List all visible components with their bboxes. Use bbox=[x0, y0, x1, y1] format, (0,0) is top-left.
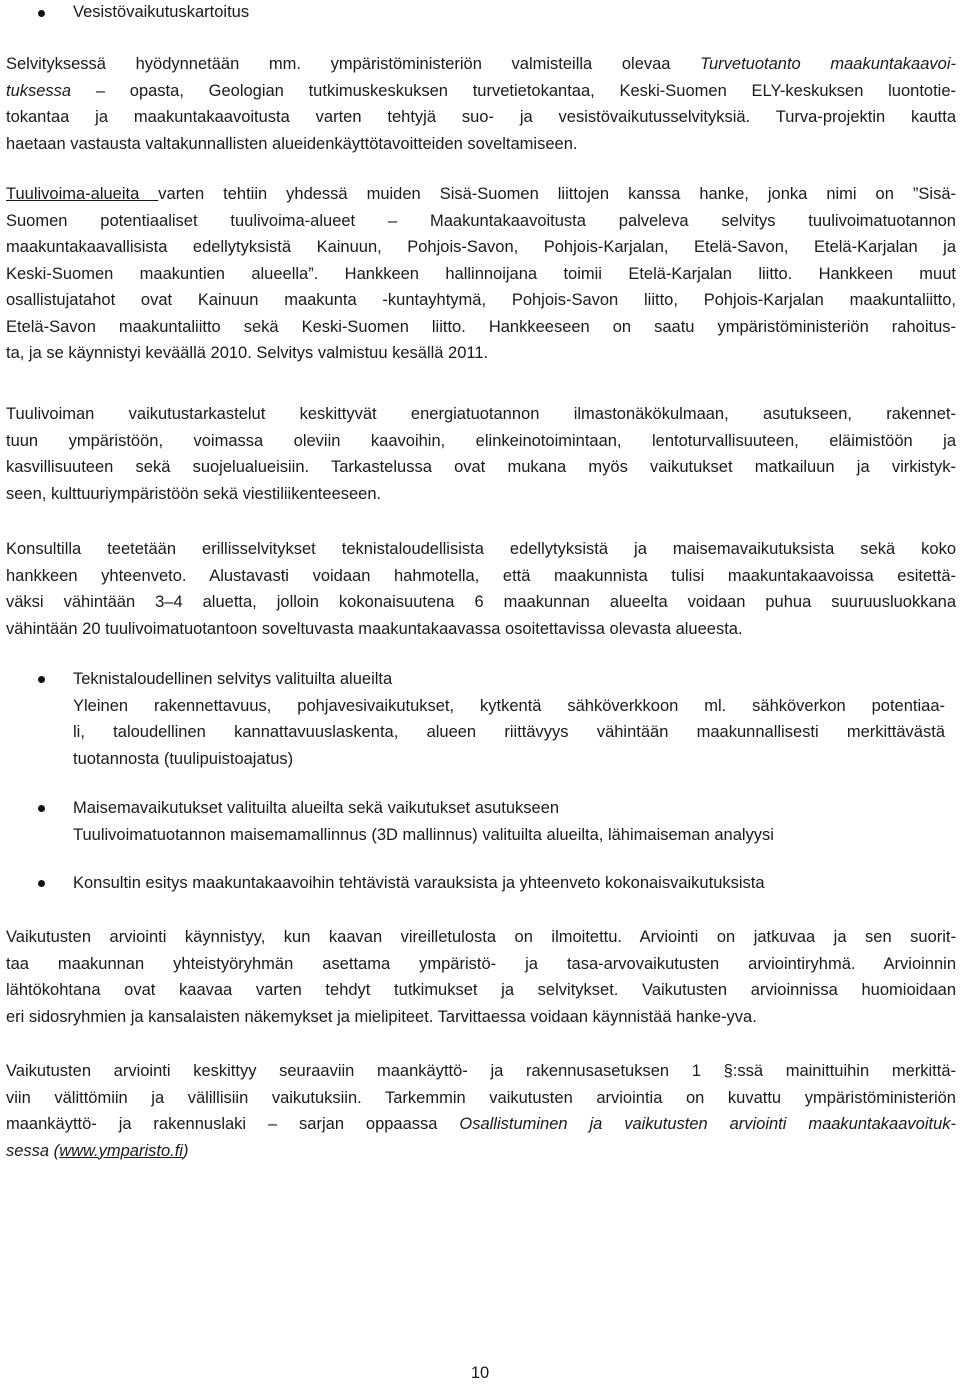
paragraph-line: vähintään 20 tuulivoimatuotantoon soveltuvasta maakuntakaavassa osoitettavissa olevasta alueesta. bbox=[6, 619, 743, 638]
paragraph-line: Konsultilla teetetään erillisselvitykset teknistaloudellisista edellytyksistä ja maisemavaikutuksista sekä koko bbox=[6, 540, 956, 558]
ymparisto-link[interactable]: www.ymparisto.fi bbox=[59, 1141, 183, 1160]
list-item-line: li, taloudellinen kannattavuuslaskenta, alueen riittävyys vähintään maakunnallisesti merkittävästä bbox=[73, 723, 945, 741]
paragraph-selvitys bbox=[6, 51, 956, 157]
paragraph-line: maankäyttö- ja rakennuslaki – sarjan oppaassa Osallistuminen ja vaikutusten arviointi maakuntakaavoituk- bbox=[6, 1115, 957, 1133]
paragraph-line: lähtökohtana ovat kaavaa varten tehdyt tutkimukset ja selvitykset. Vaikutusten arvioinnissa huomioidaan bbox=[6, 981, 956, 999]
paragraph-line: viin välittömiin ja välillisiin vaikutuksiin. Tarkemmin vaikutusten arviointia on kuvattu ympäristöministeriön bbox=[6, 1088, 956, 1107]
paragraph-line: kasvillisuuteen sekä suojelualueisiin. Tarkastelussa ovat mukana myös vaikutukset matkailuun ja virkistyk- bbox=[6, 458, 956, 476]
paragraph-line: sessa (www.ymparisto.fi) bbox=[6, 1141, 189, 1160]
paragraph-line: seen, kulttuuriympäristöön sekä viestiliikenteeseen. bbox=[6, 484, 382, 503]
paragraph-line: Tuulivoima-alueita varten tehtiin yhdessä muiden Sisä-Suomen liittojen kanssa hanke, jonka nimi on ”Sisä- bbox=[6, 185, 956, 203]
paragraph-konsultilla bbox=[6, 536, 956, 642]
paragraph-vaikutustarkastelut bbox=[6, 401, 956, 507]
paragraph-line: osallistujatahot ovat Kainuun maakunta -kuntayhtymä, Pohjois-Savon liitto, Pohjois-Karjalan maakuntaliitto, bbox=[6, 291, 956, 309]
list-item-line: Tuulivoimatuotannon maisemamallinnus (3D mallinnus) valituilta alueilta, lähimaiseman analyysi bbox=[73, 825, 774, 844]
list-item-line: Yleinen rakennettavuus, pohjavesivaikutukset, kytkentä sähköverkkoon ml. sähköverkon potentiaa- bbox=[73, 696, 945, 715]
bullet-dot-icon bbox=[38, 10, 45, 17]
paragraph-line: maakuntakaavallisista edellytyksistä Kainuun, Pohjois-Savon, Pohjois-Karjalan, Etelä-Savon, Etelä-Karjalan ja bbox=[6, 238, 956, 256]
paragraph-line: Selvityksessä hyödynnetään mm. ympäristöministeriön valmisteilla olevaa Turvetuotanto maakuntakaavoi- bbox=[6, 55, 956, 73]
paragraph-line: Vaikutusten arviointi keskittyy seuraaviin maankäyttö- ja rakennusasetuksen 1 §:ssä mainittuihin merkittä- bbox=[6, 1062, 956, 1080]
list-item-title: Teknistaloudellinen selvitys valituilta alueilta bbox=[73, 670, 393, 688]
paragraph-line: väksi vähintään 3–4 aluetta, jolloin kokonaisuutena 6 maakunnan alueelta voidaan puhua suuruusluokkana bbox=[6, 593, 956, 611]
paragraph-line: hankkeen yhteenveto. Alustavasti voidaan hahmotella, että maakunnista tulisi maakuntakaavoissa esitettä- bbox=[6, 566, 956, 585]
list-item-title: Konsultin esitys maakuntakaavoihin tehtävistä varauksista ja yhteenveto kokonaisvaikutuksista bbox=[73, 874, 765, 892]
underlined-term: Tuulivoima-alueita bbox=[6, 185, 159, 203]
paragraph-line: tuksessa – opasta, Geologian tutkimuskeskuksen turvetietokantaa, Keski-Suomen ELY-keskuksen luontotie- bbox=[6, 81, 956, 100]
bullet-dot-icon bbox=[38, 880, 45, 887]
page-number: 10 bbox=[470, 1364, 490, 1382]
paragraph-line: tuun ympäristöön, voimassa oleviin kaavoihin, elinkeinotoimintaan, lentoturvallisuuteen, eläimistöön ja bbox=[6, 431, 956, 450]
paragraph-vaikutusten-arviointi bbox=[6, 924, 956, 1030]
paragraph-line: Tuulivoiman vaikutustarkastelut keskittyvät energiatuotannon ilmastonäkökulmaan, asutukseen, rakennet- bbox=[6, 405, 956, 423]
bullet-dot-icon bbox=[38, 805, 45, 812]
bullet-dot-icon bbox=[38, 676, 45, 683]
paragraph-line: taa maakunnan yhteistyöryhmän asettama ympäristö- ja tasa-arvovaikutusten arviointiryhmä. Arvioinnin bbox=[6, 954, 956, 973]
list-item-line: tuotannosta (tuulipuistoajatus) bbox=[73, 749, 294, 768]
paragraph-arviointi-keskittyy bbox=[6, 1058, 956, 1164]
paragraph-line: Etelä-Savon maakuntaliitto sekä Keski-Suomen liitto. Hankkeeseen on saatu ympäristöministeriön rahoitus- bbox=[6, 317, 956, 336]
paragraph-line: tokantaa ja maakuntakaavoitusta varten tehtyjä suo- ja vesistövaikutusselvityksiä. Turva-projektin kautta bbox=[6, 108, 956, 126]
paragraph-line: haetaan vastausta valtakunnallisten alueidenkäyttötavoitteiden soveltamiseen. bbox=[6, 134, 578, 153]
paragraph-line: Suomen potentiaaliset tuulivoima-alueet – Maakuntakaavoitusta palveleva selvitys tuulivoimatuotannon bbox=[6, 211, 956, 230]
bullet-text: Vesistövaikutuskartoitus bbox=[73, 3, 250, 21]
list-item-title: Maisemavaikutukset valituilta alueilta sekä vaikutukset asutukseen bbox=[73, 799, 560, 817]
paragraph-line: eri sidosryhmien ja kansalaisten näkemykset ja mielipiteet. Tarvittaessa voidaan käynnistää hanke-yva. bbox=[6, 1007, 757, 1026]
paragraph-line: Vaikutusten arviointi käynnistyy, kun kaavan vireilletulosta on ilmoitettu. Arviointi on jatkuvaa ja sen suorit- bbox=[6, 928, 956, 946]
paragraph-tuulivoima-alueita bbox=[6, 181, 956, 367]
paragraph-line: Keski-Suomen maakuntien alueella”. Hankkeen hallinnoijana toimii Etelä-Karjalan liitto. Hankkeen muut bbox=[6, 264, 956, 283]
paragraph-line: ta, ja se käynnistyi keväällä 2010. Selvitys valmistuu kesällä 2011. bbox=[6, 344, 489, 362]
